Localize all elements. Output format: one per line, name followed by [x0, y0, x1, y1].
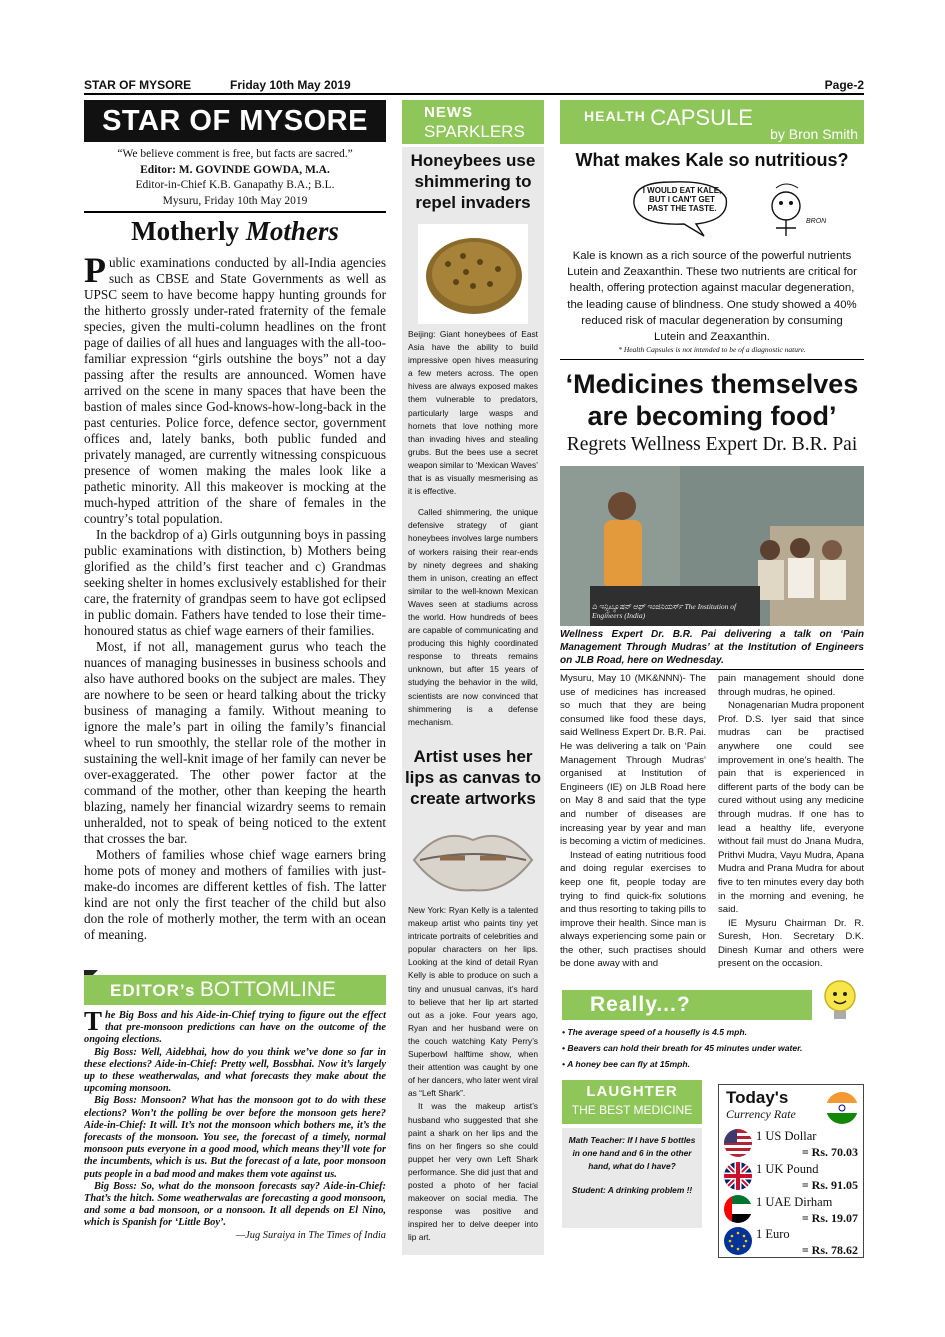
- currency-eur-value: = Rs. 78.62: [801, 1243, 858, 1257]
- masthead-title: STAR OF MYSORE: [84, 100, 386, 142]
- sparklers-story2-p2: It was the makeup artist’s husband who suggested that she paint a shark on her lips and the fins on her fingers so she could puppet her very own Left Shark performance. She did just that and posted a photo of her facial makeover on social media. The response was positive and inspired her to delve deeper into lip art.: [408, 1101, 538, 1243]
- health-disclaimer: * Health Capsules is not intended to be of a diagnostic nature.: [618, 345, 806, 354]
- really-fact-1: • The average speed of a housefly is 4.5 mph.: [562, 1027, 747, 1037]
- health-body: Kale is known as a rich source of the powerful nutrients Lutein and Zeaxanthin. These two nutrients are critical for health, offering protection against macular degeneration, the leading cause of blindness. One study showed a 40% reduced risk of macular degeneration by consuming Lutein and Zeaxanthin.: [567, 250, 857, 344]
- editorial-title-italic: Mothers: [245, 216, 339, 246]
- health-rule: [560, 359, 864, 360]
- header-date: Friday 10th May 2019: [230, 78, 351, 92]
- editorial-body: [84, 255, 386, 960]
- lightbulb-icon: [818, 976, 862, 1024]
- editorial-paragraph-1: Public examinations conducted by all-India agencies such as CBSE and State Governments as well as UPSC seem to have become happy hunting grounds for the hitherto grossly under-rated fraternity of the female species, given the multi-column headlines on the front page of dailies of all hues and languages with the all-too-familiar expression “girls outshine the boys” not a day passing after the results are announced. Women have arrived on the scene in many spaces that have been the bastion of males since God-knows-how-long-back in the past centuries. Police force, defence sector, government offices and, lately banks, both public funded and privately managed, are currently witnessing conspicuous presence of women making the males look like a pathetic minority. All this makeover is mocking at the much-hyped attrition of the share of females in the country’s total population.: [84, 255, 386, 526]
- eu-flag-icon: [724, 1227, 752, 1255]
- currency-gbp-unit: 1 UK Pound: [756, 1162, 819, 1176]
- currency-title: Today's: [726, 1088, 789, 1107]
- bottomline-body: [84, 1010, 386, 1270]
- currency-row-usd: [722, 1127, 862, 1159]
- editorial-dropcap: P: [84, 255, 106, 290]
- main-col2-p1: pain management should done through mudras, he opined.: [718, 673, 864, 698]
- cartoon-signature: BRON: [806, 218, 827, 225]
- bottomline-paragraph-1: The Big Boss and his Aide-in-Chief trying to figure out the effect that pre-monsoon predictions can have on the outcome of the ongoing elections.: [84, 1010, 386, 1046]
- editorial-paragraph-4: Mothers of families whose chief wage earners bring home pots of money and mothers of families with just-make-do incomes are different kettles of fish. The latter kind are not only the first teacher of the child but also don the role of motherly mother, the term with an ocean of meaning.: [84, 847, 386, 942]
- main-column-2: [718, 672, 864, 971]
- sparklers-label: NEWS SPARKLERS: [402, 100, 544, 144]
- header-page-number: Page-2: [824, 78, 864, 92]
- sparklers-story1-p2: Called shimmering, the unique defensive strategy of giant honeybees involves large numbers of workers raising their rear-ends by ninety degrees and shaking them in unison, creating an effect similar to the well-known Mexican Waves seen at stadiums across the world. How hundreds of bees are capable of communicating and producing this highly coordinated response to threats remains unknown, but after 15 years of studying the behavior in the wild, scientists are now convinced that shimmering is a defense mechanism.: [408, 507, 538, 727]
- currency-row-eur: [722, 1225, 862, 1257]
- health-label: HEALTH CAPSULE by Bron Smith: [560, 100, 864, 144]
- header-paper-name: STAR OF MYSORE: [84, 78, 192, 92]
- main-col1-p2: Instead of eating nutritious food and doing regular exercises to keep one fit, people today are trying to find quick-fix solutions and thus resorting to taking pills to improve their health. Since man is always experiencing some pain or the other, such practises should be done away with and: [560, 849, 706, 970]
- laughter-answer: Student: A drinking problem !!: [571, 1184, 693, 1195]
- header-rule: [84, 93, 864, 95]
- editorial-paragraph-2: In the backdrop of a) Girls outgunning boys in passing public examinations with distinction, b) Mothers being glorified as the child’s first teacher and c) Grandmas seeking shelter in homes exclusively established for their care, the fraternity of grandpas seem to have got eclipsed in public domain. Fathers have tended to lose their time-honoured status as chief wage earners of their families.: [84, 527, 386, 638]
- laughter-panel: [562, 1128, 702, 1228]
- currency-usd-unit: 1 US Dollar: [756, 1129, 817, 1143]
- editorial-paragraph-3: Most, if not all, management gurus who teach the nuances of managing businesses in business schools and also have authored books on the subject are males. They are nowhere to be seen or heard talking about the tricky business of managing a family. Without meaning to ignore the male’s part in oiling the family’s financial wheel to run smoothly, the stellar role of the mother in sustaining the well-knit image of her family can never be over-exaggerated. The other power factor at the command of the mother, other than keeping the hearth blazing, namely her financial wizardry seems to remain unheralded, not to speak of being noticed to the extent that crosses the bar.: [84, 639, 386, 846]
- us-flag-icon: [724, 1129, 752, 1157]
- bottomline-paragraph-2: Big Boss: Well, Aidebhai, how do you think we’ve done so far in these elections? Aide-in-Chief: Pretty well, Bossbhai. Now it’s largely up to these weatherwalas, and what forecasts they make about the upcoming monsoon.: [84, 1046, 386, 1095]
- sparklers-story1-body: [408, 328, 538, 729]
- sparklers-story1-p1: Beijing: Giant honeybees of East Asia have the ability to build impressive open hives measuring a few meters across. The open hivess are always exposed makes them vulnerable to predators, particularly large wasps and hornets that love nothing more than invading hives and stealing grubs. But the bees use a secret weapon similar to ‘Mexican Waves’ that is as visually mesmerising as it is effective.: [408, 329, 539, 497]
- really-fact-3: • A honey bee can fly at 15mph.: [562, 1059, 690, 1069]
- kale-cartoon: [626, 176, 866, 242]
- caption-rule: [560, 669, 864, 670]
- main-col1-p1: Mysuru, May 10 (MK&NNN)- The use of medicines has increased so much that they are being consumed like food these days, said Wellness Expert Dr. B.R. Pai. He was delivering a talk on ‘Pain Management Through Mudras’ organised at Institution of Engineers (IE) on JLB Road here on May 8 and said that the type and number of diseases are increasing year by year and man is becoming a victim of medicines.: [560, 673, 706, 848]
- photo-banner-text: ದಿ ಇನ್ಸ್ಟಿಟ್ಯೂಷನ್ ಆಫ್ ಇಂಜಿನಿಯರ್ಸ್ The Institution of Engineers (India): [592, 602, 737, 620]
- laughter-question: Math Teacher: If I have 5 bottles in one hand and 6 in the other hand, what do I have?: [568, 1135, 696, 1172]
- masthead-editor: Editor: M. GOVINDE GOWDA, M.A.: [140, 163, 330, 176]
- main-col2-p3: IE Mysuru Chairman Dr. R. Suresh, Hon. Secretary D.K. Dinesh Kumar and others were present on the occasion.: [718, 917, 864, 970]
- main-subhead: Regrets Wellness Expert Dr. B.R. Pai: [566, 434, 858, 455]
- health-headline: What makes Kale so nutritious?: [575, 150, 849, 170]
- honeycomb-photo: [418, 224, 528, 324]
- currency-aed-unit: 1 UAE Dirham: [756, 1195, 833, 1209]
- masthead-editor-in-chief: Editor-in-Chief K.B. Ganapathy B.A.; B.L.: [135, 179, 335, 191]
- main-headline: ‘Medicines themselves are becoming food’: [565, 369, 859, 431]
- masthead-rule: [84, 211, 386, 213]
- sparklers-story2-p1: New York: Ryan Kelly is a talented makeup artist who paints tiny yet intricate portraits of celebrities and popular characters on her lips. Looking at the kind of detail Ryan Kelly is able to produce on such a tiny and unusual canvas, it’s hard to believe that her lip art started out as a joke. Four years ago, Ryan and her husband were on the couch watching Katy Perry’s Superbowl halftime show, when their attention was caught by one of her dancers, who later went viral as “Left Shark”.: [408, 905, 538, 1099]
- bottomline-paragraph-4: Big Boss: So, what do the monsoon forecasts say? Aide-in-Chief: That’s the hitch. Some weatherwalas are forecasting a good monsoon, and some a bad monsoon, or a nonsoon. It all depends on El Nino, which is Spanish for ‘Little Boy’.: [84, 1180, 386, 1229]
- bottomline-paragraph-3: Big Boss: Monsoon? What has the monsoon got to do with these elections? Won’t the polling be over before the monsoon gets here? Aide-in-Chief: It will. It’s not the monsoon which bothers me, it’s the forecasts of the monsoon. You see, the forecast of a timely, normal monsoon puts everyone in a good mood, which means they’ll vote for the incumbents, which is us. But the forecast of a late, poor monsoon puts people in a bad mood and makes them vote against us.: [84, 1095, 386, 1180]
- currency-subtitle: Currency Rate: [726, 1107, 796, 1121]
- laughter-label: LAUGHTER THE BEST MEDICINE: [562, 1080, 702, 1124]
- currency-row-aed: [722, 1193, 862, 1225]
- masthead-dateline: Mysuru, Friday 10th May 2019: [162, 194, 308, 207]
- really-fact-2: • Beavers can hold their breath for 45 minutes under water.: [562, 1043, 803, 1053]
- currency-eur-unit: 1 Euro: [756, 1227, 790, 1241]
- editorial-title-plain: Motherly: [131, 216, 246, 246]
- uae-flag-icon: [724, 1195, 752, 1223]
- cartoon-bubble-text: I WOULD EAT KALE, BUT I CAN'T GET PAST THE TASTE.: [642, 186, 722, 213]
- sparklers-story2-headline: Artist uses her lips as canvas to create artworks: [404, 747, 542, 808]
- india-flag-icon: [826, 1092, 858, 1124]
- main-photo-caption: Wellness Expert Dr. B.R. Pai delivering a talk on ‘Pain Management Through Mudras’ at the Institution of Engineers on JLB Road, here on Wednesday.: [560, 629, 864, 666]
- uk-flag-icon: [724, 1162, 752, 1190]
- masthead-info: [84, 147, 386, 209]
- really-label: Really...?: [562, 990, 812, 1020]
- currency-usd-value: = Rs. 70.03: [801, 1145, 858, 1159]
- really-facts: [562, 1024, 864, 1072]
- masthead-motto: “We believe comment is free, but facts are sacred.”: [117, 148, 353, 160]
- sparklers-story1-headline: Honeybees use shimmering to repel invaders: [410, 151, 536, 212]
- editorial-title: [84, 216, 386, 247]
- lips-photo: [410, 818, 536, 898]
- main-col2-p2: Nonagenarian Mudra proponent Prof. D.S. Iyer said that since mudras can be practised anywhere one could see improvement in one’s health. The pain that is experienced in different parts of the body can be cured without using any medicine through mudras. If one has to lead a healthy life, everyone without fail must do Jnana Mudra, Prithvi Mudra, Vayu Mudra, Apana Mudra and Prana Mudra for about five to ten minutes every day both in the morning and evening, he said.: [718, 700, 865, 916]
- currency-gbp-value: = Rs. 91.05: [801, 1178, 858, 1192]
- main-photo: [560, 466, 864, 626]
- sparklers-story2-body: [408, 904, 538, 1244]
- main-column-1: [560, 672, 706, 971]
- currency-aed-value: = Rs. 19.07: [801, 1211, 858, 1225]
- currency-row-gbp: [722, 1160, 862, 1192]
- bottomline-credit: —Jug Suraiya in The Times of India: [235, 1229, 386, 1241]
- bottomline-label: EDITOR’s BOTTOMLINE: [84, 975, 386, 1005]
